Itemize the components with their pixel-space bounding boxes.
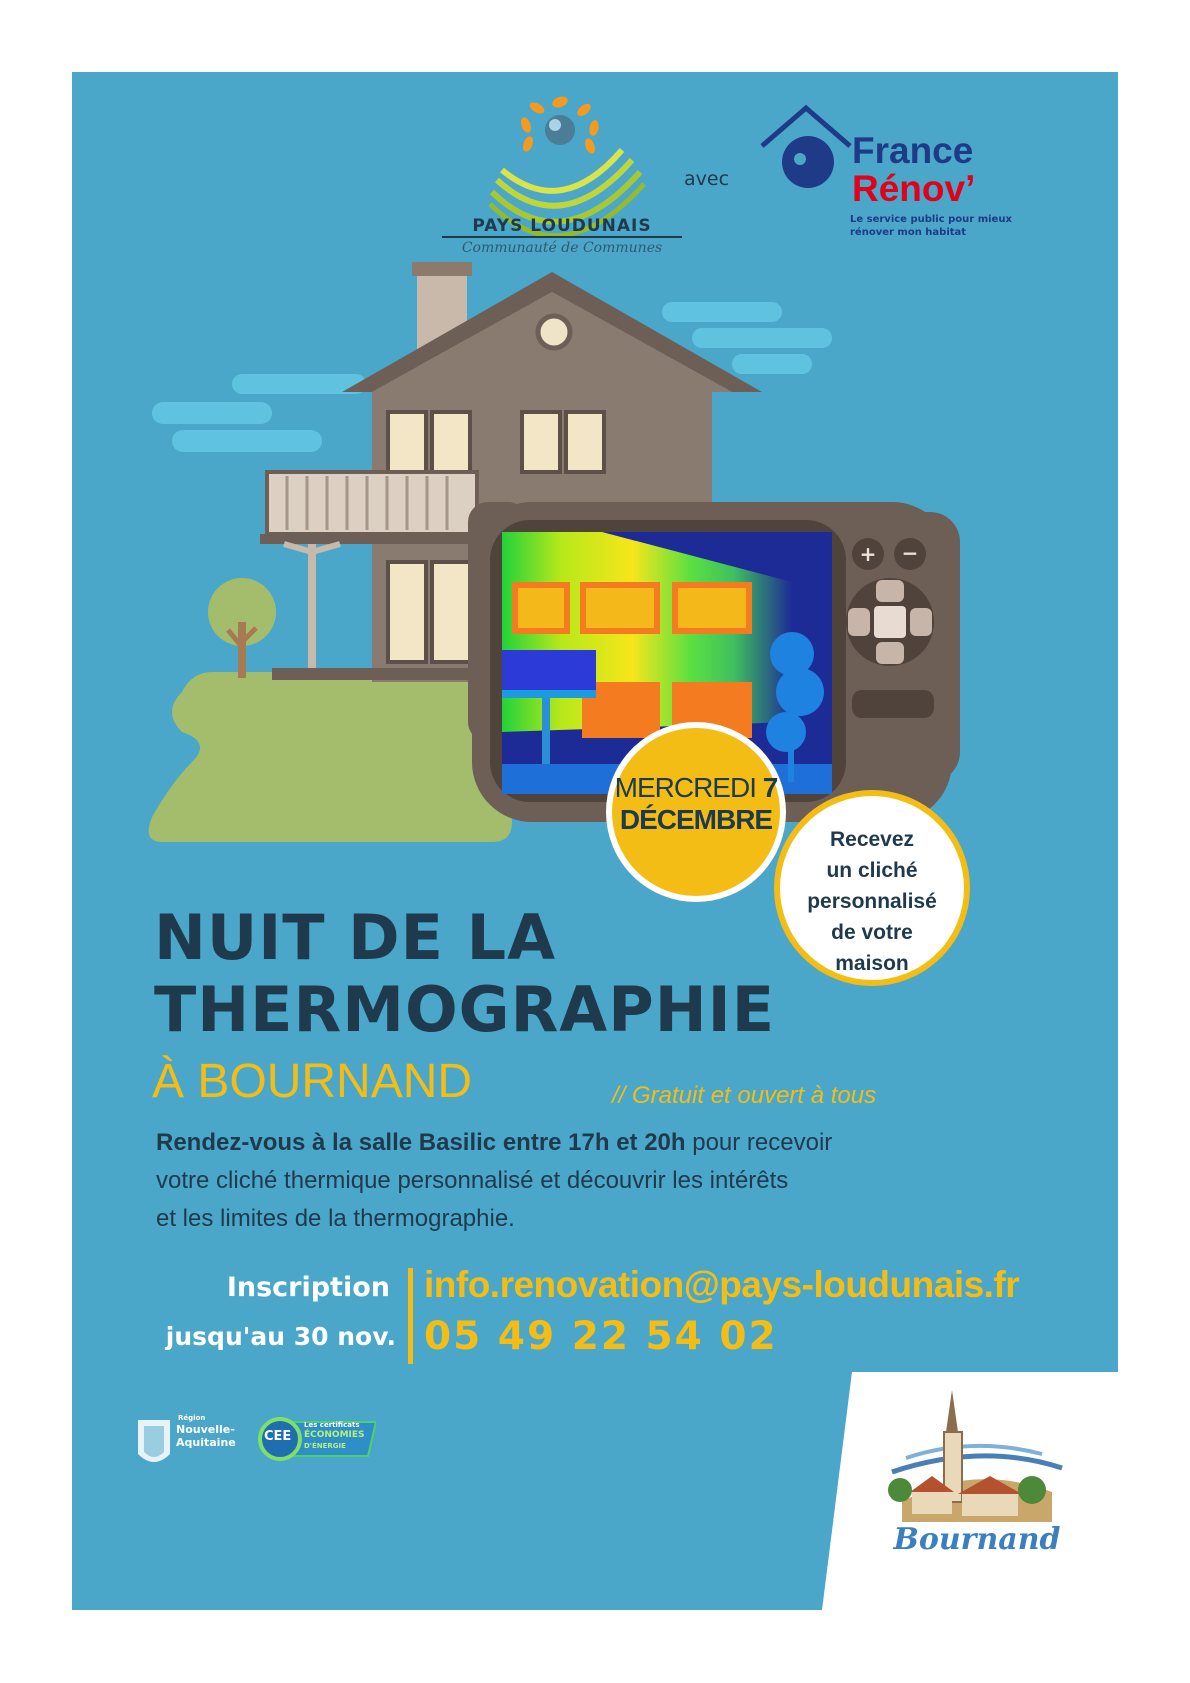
cliche-line-4: de votre	[831, 921, 913, 944]
house-thermal-camera-illustration	[72, 262, 1118, 882]
event-date-day: MERCREDI	[614, 772, 756, 803]
event-free-note: // Gratuit et ouvert à tous	[612, 1082, 877, 1109]
france-renov-tagline2: rénover mon habitat	[850, 227, 967, 238]
registration-label-1: Inscription	[226, 1272, 390, 1303]
france-renov-house-icon	[756, 104, 856, 194]
cee-logo-badge: CEE	[264, 1429, 292, 1444]
event-description-rest: pour recevoir	[685, 1129, 833, 1156]
pays-loudunais-name: PAYS LOUDUNAIS	[442, 216, 682, 238]
cliche-line-2: un cliché	[826, 859, 918, 882]
avec-label: avec	[684, 168, 730, 190]
poster	[72, 72, 1118, 1610]
event-date-number: 7	[762, 772, 778, 803]
france-renov-line2: Rénov’	[852, 168, 976, 209]
contact-email-link[interactable]: info.renovation@pays-loudunais.fr	[424, 1264, 1020, 1305]
event-date-badge	[606, 722, 786, 902]
contact-phone[interactable]: 05 49 22 54 02	[424, 1314, 778, 1359]
region-logo-line-2: Nouvelle-	[176, 1423, 235, 1436]
pays-loudunais-subtitle: Communauté de Communes	[461, 240, 663, 256]
france-renov-line1: France	[852, 130, 974, 171]
region-logo-line-3: Aquitaine	[176, 1436, 236, 1449]
france-renov-tagline1: Le service public pour mieux	[850, 214, 1012, 225]
region-logo-line-1: Région	[178, 1414, 206, 1422]
event-location: À BOURNAND	[152, 1055, 473, 1108]
event-title-line-1: NUIT DE LA	[154, 901, 557, 974]
event-description-line-3: et les limites de la thermographie.	[156, 1205, 515, 1232]
cliche-badge	[774, 790, 970, 986]
registration-label-2: jusqu'au 30 nov.	[165, 1322, 396, 1351]
bournand-corner-panel	[822, 1372, 1118, 1610]
event-title-line-2: THERMOGRAPHIE	[154, 973, 776, 1046]
svg-text:+: +	[859, 542, 877, 566]
cliche-line-3: personnalisé	[807, 890, 937, 913]
cee-logo-line-1: Les certificats	[304, 1421, 360, 1429]
cliche-line-1: Recevez	[829, 828, 915, 851]
svg-text:−: −	[901, 541, 919, 565]
event-date-month: DÉCEMBRE	[619, 804, 773, 835]
bournand-logo-text: Bournand	[893, 1522, 1061, 1557]
event-description-line-2: votre cliché thermique personnalisé et découvrir les intérêts	[156, 1167, 789, 1194]
event-description-bold: Rendez-vous à la salle Basilic entre 17h et 20h	[156, 1129, 686, 1156]
cliche-line-5: maison	[835, 952, 909, 975]
event-description	[156, 1124, 996, 1238]
cee-logo-line-3: D'ÉNERGIE	[304, 1442, 346, 1450]
contact-divider	[408, 1268, 413, 1364]
cee-logo-line-2: ÉCONOMIES	[304, 1430, 365, 1440]
